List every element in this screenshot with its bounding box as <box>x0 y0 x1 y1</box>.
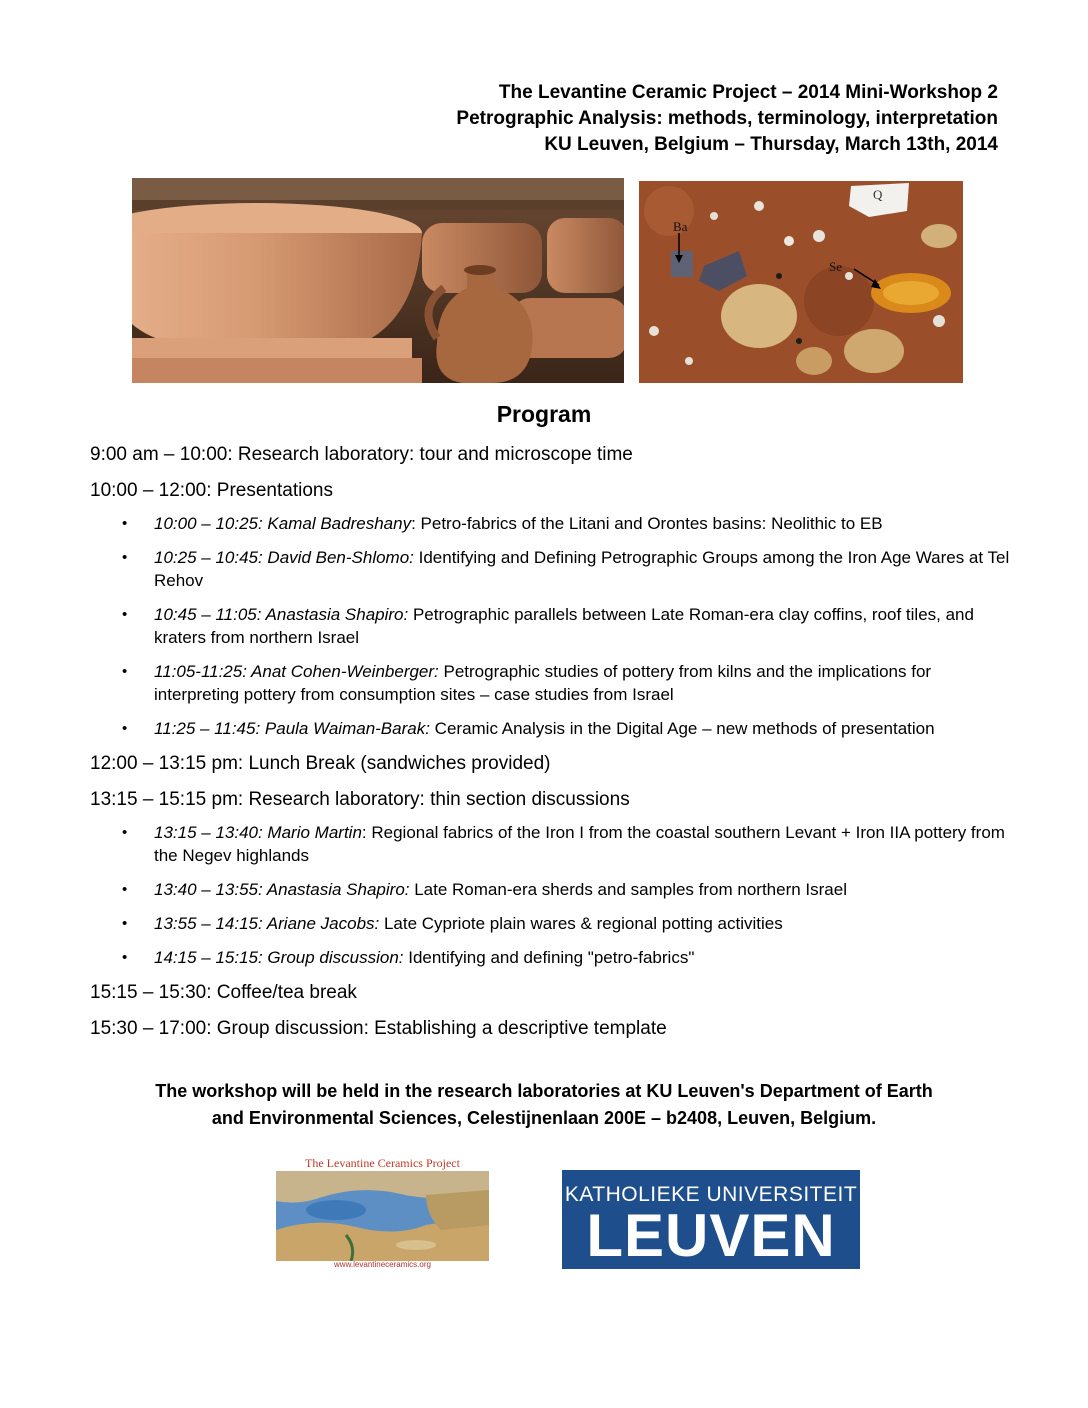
venue-note-line2: and Environmental Sciences, Celestijnenlaan 200E – b2408, Leuven, Belgium. <box>211 1108 877 1128</box>
session-title: : Regional fabrics of the Iron I from the coastal southern Levant + Iron IIA pottery from the Negev highlands <box>154 823 1005 865</box>
session-item <box>90 878 1020 901</box>
schedule-entry-text: Coffee/tea break <box>211 982 357 1003</box>
session-time-speaker: 11:05-11:25: Anat Cohen-Weinberger: <box>154 662 439 681</box>
venue-note <box>60 1078 1028 1132</box>
schedule-entry <box>90 980 1020 1006</box>
session-time-speaker: 13:15 – 13:40: Mario Martin <box>154 823 362 842</box>
session-time-speaker: 11:25 – 11:45: Paula Waiman-Barak: <box>154 719 430 738</box>
pottery-photo <box>132 178 624 383</box>
schedule-entry-time: 10:00 – 12:00: <box>90 480 212 501</box>
schedule-entry-text: Group discussion: Establishing a descriptive template <box>211 1018 667 1039</box>
session-title: Identifying and Defining Petrographic Groups among the Iron Age Wares at Tel Rehov <box>154 548 1010 590</box>
bullet-icon: • <box>122 949 128 966</box>
mineral-label-q: Q <box>873 187 883 202</box>
schedule-entry-text: Research laboratory: thin section discussions <box>243 789 630 810</box>
schedule-entry <box>90 478 1020 504</box>
schedule-entry-time: 12:00 – 13:15 pm: <box>90 753 244 774</box>
session-item <box>90 821 1020 867</box>
schedule-entry-text: Presentations <box>211 480 333 501</box>
schedule-entry-text: Research laboratory: tour and microscope time <box>232 444 633 465</box>
program-title: Program <box>496 401 592 427</box>
ku-leuven-logo-line2: LEUVEN <box>586 1202 836 1269</box>
session-title: Petrographic studies of pottery from kilns and the implications for interpreting pottery from consumption sites – case studies from Israel <box>154 662 932 704</box>
venue-note-line1: The workshop will be held in the research laboratories at KU Leuven's Department of Earth <box>155 1081 933 1101</box>
thin-section-micrograph <box>639 181 963 383</box>
schedule-entry-time: 15:15 – 15:30: <box>90 982 212 1003</box>
mineral-label-ba: Ba <box>673 219 688 234</box>
session-item <box>90 717 1020 740</box>
session-item <box>90 660 1020 706</box>
session-time-speaker: 10:45 – 11:05: Anastasia Shapiro: <box>154 605 409 624</box>
session-list <box>90 512 1020 740</box>
session-title: : Petro-fabrics of the Litani and Orontes basins: Neolithic to EB <box>411 514 883 533</box>
lcp-logo-url: www.levantineceramics.org <box>334 1260 431 1269</box>
session-title: Late Cypriote plain wares & regional potting activities <box>379 914 783 933</box>
schedule-entry <box>90 1016 1020 1042</box>
bullet-icon: • <box>122 881 128 898</box>
lcp-logo-title: The Levantine Ceramics Project <box>305 1156 460 1170</box>
session-time-speaker: 10:00 – 10:25: Kamal Badreshany <box>154 514 412 533</box>
schedule-entry-time: 13:15 – 15:15 pm: <box>90 789 244 810</box>
session-title: Ceramic Analysis in the Digital Age – new methods of presentation <box>429 719 935 738</box>
session-item <box>90 512 1020 535</box>
session-time-speaker: 13:55 – 14:15: Ariane Jacobs: <box>154 914 380 933</box>
schedule-entry <box>90 442 1020 468</box>
schedule-entry-time: 15:30 – 17:00: <box>90 1018 212 1039</box>
header-workshop-topic: Petrographic Analysis: methods, terminology, interpretation <box>456 108 998 129</box>
session-time-speaker: 13:40 – 13:55: Anastasia Shapiro: <box>154 880 410 899</box>
bullet-icon: • <box>122 915 128 932</box>
session-item <box>90 603 1020 649</box>
ku-leuven-logo <box>562 1170 860 1269</box>
session-item <box>90 912 1020 935</box>
ku-leuven-logo-line1: KATHOLIEKE UNIVERSITEIT <box>564 1183 858 1206</box>
session-item <box>90 546 1020 592</box>
bullet-icon: • <box>122 549 128 566</box>
bullet-icon: • <box>122 824 128 841</box>
schedule-entry <box>90 751 1020 777</box>
session-title: Late Roman-era sherds and samples from northern Israel <box>409 880 847 899</box>
schedule-entry-text: Lunch Break (sandwiches provided) <box>243 753 551 774</box>
session-time-speaker: 14:15 – 15:15: Group discussion: <box>154 948 404 967</box>
bullet-icon: • <box>122 720 128 737</box>
schedule-entry-time: 9:00 am – 10:00: <box>90 444 233 465</box>
bullet-icon: • <box>122 663 128 680</box>
program-schedule <box>90 442 1020 1052</box>
bullet-icon: • <box>122 515 128 532</box>
session-item <box>90 946 1020 969</box>
schedule-entry <box>90 787 1020 813</box>
session-title: Identifying and defining "petro-fabrics" <box>403 948 695 967</box>
session-list <box>90 821 1020 969</box>
header-location-date: KU Leuven, Belgium – Thursday, March 13th, 2014 <box>544 134 998 155</box>
session-time-speaker: 10:25 – 10:45: David Ben-Shlomo: <box>154 548 414 567</box>
header-project-title: The Levantine Ceramic Project – 2014 Mini-Workshop 2 <box>498 82 998 103</box>
bullet-icon: • <box>122 606 128 623</box>
document-header <box>456 80 998 158</box>
mineral-label-se: Se <box>829 259 842 274</box>
session-title: Petrographic parallels between Late Roman-era clay coffins, roof tiles, and kraters from northern Israel <box>154 605 974 647</box>
levantine-ceramics-project-logo <box>276 1155 489 1271</box>
